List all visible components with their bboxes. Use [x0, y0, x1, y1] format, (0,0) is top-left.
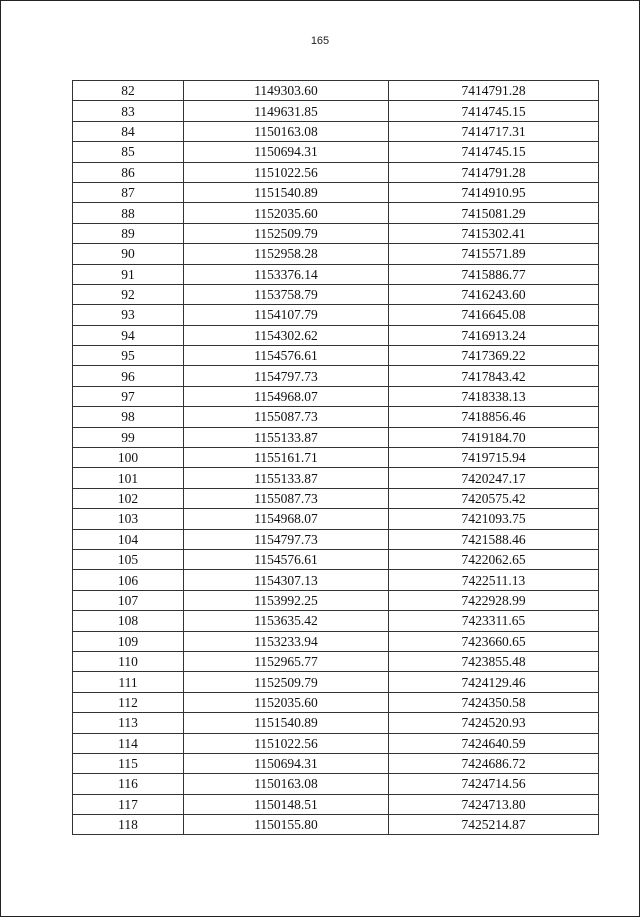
x-coordinate-cell: 1154107.79: [184, 305, 389, 325]
y-coordinate-cell: 7424714.56: [389, 774, 599, 794]
y-coordinate-cell: 7419184.70: [389, 427, 599, 447]
x-coordinate-cell: 1151022.56: [184, 162, 389, 182]
y-coordinate-cell: 7419715.94: [389, 448, 599, 468]
x-coordinate-cell: 1153635.42: [184, 611, 389, 631]
table-row: [73, 264, 599, 284]
y-coordinate-cell: 7416243.60: [389, 284, 599, 304]
point-number-cell: 110: [73, 651, 184, 671]
y-coordinate-cell: 7414910.95: [389, 182, 599, 202]
point-number-cell: 108: [73, 611, 184, 631]
x-coordinate-cell: 1154576.61: [184, 549, 389, 569]
table-row: [73, 713, 599, 733]
x-coordinate-cell: 1154968.07: [184, 386, 389, 406]
y-coordinate-cell: 7415302.41: [389, 223, 599, 243]
y-coordinate-cell: 7418856.46: [389, 407, 599, 427]
x-coordinate-cell: 1154302.62: [184, 325, 389, 345]
point-number-cell: 98: [73, 407, 184, 427]
table-row: [73, 121, 599, 141]
x-coordinate-cell: 1154797.73: [184, 529, 389, 549]
x-coordinate-cell: 1155161.71: [184, 448, 389, 468]
y-coordinate-cell: 7424350.58: [389, 692, 599, 712]
y-coordinate-cell: 7420247.17: [389, 468, 599, 488]
y-coordinate-cell: 7424129.46: [389, 672, 599, 692]
point-number-cell: 90: [73, 244, 184, 264]
y-coordinate-cell: 7424640.59: [389, 733, 599, 753]
y-coordinate-cell: 7424520.93: [389, 713, 599, 733]
y-coordinate-cell: 7422511.13: [389, 570, 599, 590]
point-number-cell: 107: [73, 590, 184, 610]
table-row: [73, 162, 599, 182]
table-row: [73, 346, 599, 366]
table-row: [73, 631, 599, 651]
x-coordinate-cell: 1154307.13: [184, 570, 389, 590]
table-row: [73, 223, 599, 243]
x-coordinate-cell: 1152509.79: [184, 672, 389, 692]
x-coordinate-cell: 1150163.08: [184, 774, 389, 794]
point-number-cell: 84: [73, 121, 184, 141]
y-coordinate-cell: 7420575.42: [389, 488, 599, 508]
table-row: [73, 651, 599, 671]
x-coordinate-cell: 1153758.79: [184, 284, 389, 304]
point-number-cell: 105: [73, 549, 184, 569]
y-coordinate-cell: 7422062.65: [389, 549, 599, 569]
table-row: [73, 549, 599, 569]
point-number-cell: 111: [73, 672, 184, 692]
point-number-cell: 109: [73, 631, 184, 651]
x-coordinate-cell: 1153376.14: [184, 264, 389, 284]
x-coordinate-cell: 1154797.73: [184, 366, 389, 386]
table-row: [73, 284, 599, 304]
table-row: [73, 468, 599, 488]
table-row: [73, 753, 599, 773]
coordinates-table: [72, 80, 599, 835]
table-row: [73, 774, 599, 794]
y-coordinate-cell: 7423660.65: [389, 631, 599, 651]
point-number-cell: 94: [73, 325, 184, 345]
point-number-cell: 92: [73, 284, 184, 304]
y-coordinate-cell: 7415886.77: [389, 264, 599, 284]
point-number-cell: 115: [73, 753, 184, 773]
y-coordinate-cell: 7414745.15: [389, 142, 599, 162]
y-coordinate-cell: 7422928.99: [389, 590, 599, 610]
y-coordinate-cell: 7423311.65: [389, 611, 599, 631]
table-row: [73, 81, 599, 101]
y-coordinate-cell: 7415081.29: [389, 203, 599, 223]
table-row: [73, 366, 599, 386]
table-row: [73, 244, 599, 264]
x-coordinate-cell: 1150155.80: [184, 815, 389, 835]
table-row: [73, 101, 599, 121]
x-coordinate-cell: 1151022.56: [184, 733, 389, 753]
table-row: [73, 733, 599, 753]
x-coordinate-cell: 1155133.87: [184, 427, 389, 447]
x-coordinate-cell: 1152035.60: [184, 203, 389, 223]
point-number-cell: 93: [73, 305, 184, 325]
point-number-cell: 87: [73, 182, 184, 202]
point-number-cell: 117: [73, 794, 184, 814]
x-coordinate-cell: 1150694.31: [184, 753, 389, 773]
table-row: [73, 692, 599, 712]
point-number-cell: 86: [73, 162, 184, 182]
x-coordinate-cell: 1150694.31: [184, 142, 389, 162]
x-coordinate-cell: 1155087.73: [184, 488, 389, 508]
point-number-cell: 113: [73, 713, 184, 733]
y-coordinate-cell: 7423855.48: [389, 651, 599, 671]
x-coordinate-cell: 1153992.25: [184, 590, 389, 610]
x-coordinate-cell: 1153233.94: [184, 631, 389, 651]
x-coordinate-cell: 1154968.07: [184, 509, 389, 529]
x-coordinate-cell: 1152509.79: [184, 223, 389, 243]
table-row: [73, 203, 599, 223]
x-coordinate-cell: 1152035.60: [184, 692, 389, 712]
point-number-cell: 83: [73, 101, 184, 121]
table-row: [73, 448, 599, 468]
y-coordinate-cell: 7414791.28: [389, 162, 599, 182]
x-coordinate-cell: 1151540.89: [184, 713, 389, 733]
y-coordinate-cell: 7421093.75: [389, 509, 599, 529]
point-number-cell: 82: [73, 81, 184, 101]
y-coordinate-cell: 7424686.72: [389, 753, 599, 773]
point-number-cell: 101: [73, 468, 184, 488]
point-number-cell: 100: [73, 448, 184, 468]
table-row: [73, 529, 599, 549]
point-number-cell: 97: [73, 386, 184, 406]
point-number-cell: 88: [73, 203, 184, 223]
y-coordinate-cell: 7415571.89: [389, 244, 599, 264]
point-number-cell: 114: [73, 733, 184, 753]
x-coordinate-cell: 1149631.85: [184, 101, 389, 121]
y-coordinate-cell: 7417369.22: [389, 346, 599, 366]
table-row: [73, 427, 599, 447]
y-coordinate-cell: 7425214.87: [389, 815, 599, 835]
table-row: [73, 590, 599, 610]
point-number-cell: 91: [73, 264, 184, 284]
table-row: [73, 570, 599, 590]
y-coordinate-cell: 7414717.31: [389, 121, 599, 141]
table-row: [73, 672, 599, 692]
x-coordinate-cell: 1151540.89: [184, 182, 389, 202]
table-row: [73, 182, 599, 202]
table-row: [73, 509, 599, 529]
x-coordinate-cell: 1152965.77: [184, 651, 389, 671]
y-coordinate-cell: 7418338.13: [389, 386, 599, 406]
x-coordinate-cell: 1154576.61: [184, 346, 389, 366]
table-row: [73, 142, 599, 162]
y-coordinate-cell: 7416913.24: [389, 325, 599, 345]
table-row: [73, 407, 599, 427]
point-number-cell: 99: [73, 427, 184, 447]
y-coordinate-cell: 7414745.15: [389, 101, 599, 121]
point-number-cell: 118: [73, 815, 184, 835]
point-number-cell: 103: [73, 509, 184, 529]
point-number-cell: 96: [73, 366, 184, 386]
table-row: [73, 611, 599, 631]
x-coordinate-cell: 1150163.08: [184, 121, 389, 141]
point-number-cell: 116: [73, 774, 184, 794]
x-coordinate-cell: 1149303.60: [184, 81, 389, 101]
point-number-cell: 104: [73, 529, 184, 549]
point-number-cell: 106: [73, 570, 184, 590]
x-coordinate-cell: 1150148.51: [184, 794, 389, 814]
point-number-cell: 85: [73, 142, 184, 162]
y-coordinate-cell: 7414791.28: [389, 81, 599, 101]
table-row: [73, 305, 599, 325]
y-coordinate-cell: 7417843.42: [389, 366, 599, 386]
x-coordinate-cell: 1152958.28: [184, 244, 389, 264]
table-row: [73, 488, 599, 508]
table-row: [73, 386, 599, 406]
point-number-cell: 102: [73, 488, 184, 508]
table-row: [73, 325, 599, 345]
page-number: 165: [310, 35, 330, 47]
point-number-cell: 95: [73, 346, 184, 366]
y-coordinate-cell: 7424713.80: [389, 794, 599, 814]
table-row: [73, 815, 599, 835]
x-coordinate-cell: 1155133.87: [184, 468, 389, 488]
coordinates-table-body: [73, 81, 599, 835]
point-number-cell: 89: [73, 223, 184, 243]
y-coordinate-cell: 7416645.08: [389, 305, 599, 325]
x-coordinate-cell: 1155087.73: [184, 407, 389, 427]
table-row: [73, 794, 599, 814]
point-number-cell: 112: [73, 692, 184, 712]
y-coordinate-cell: 7421588.46: [389, 529, 599, 549]
